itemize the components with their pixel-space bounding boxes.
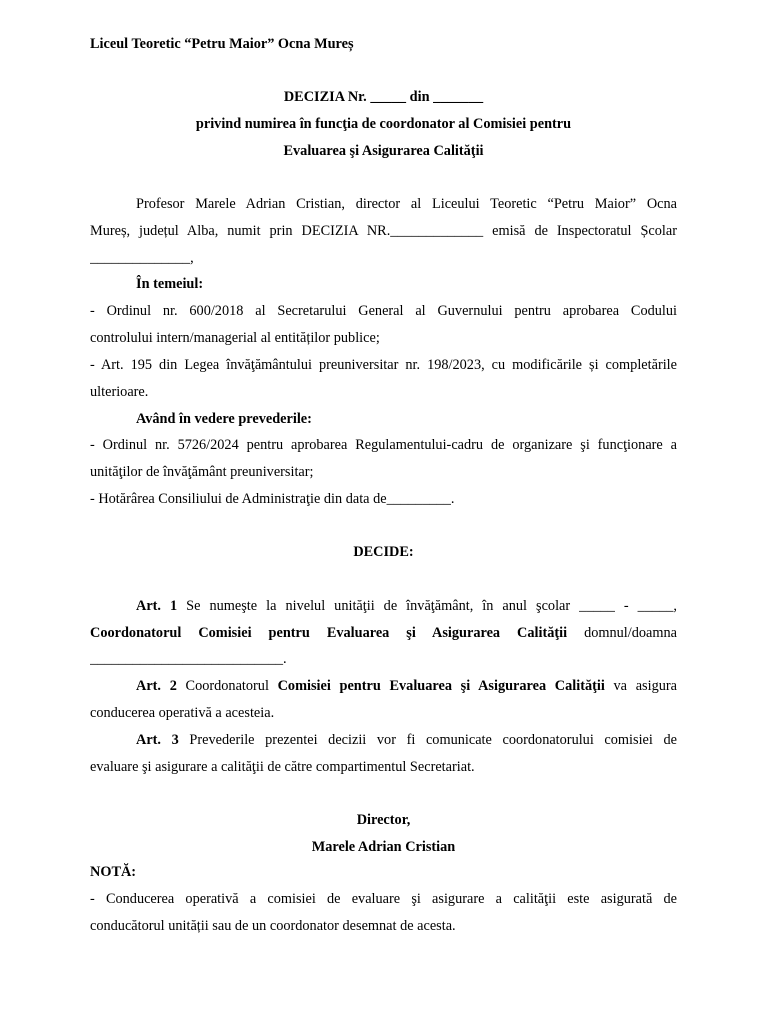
school-header: Liceul Teoretic “Petru Maior” Ocna Mureș <box>90 36 354 52</box>
temei-item-1-line-1: - Ordinul nr. 600/2018 al Secretarului General al Guvernului pentru aprobarea Codului <box>90 303 677 319</box>
note-heading: NOTĂ: <box>90 864 137 880</box>
decision-subtitle-line1: privind numirea în funcţia de coordonator al Comisiei pentru <box>195 116 572 132</box>
art3-label: Art. 3 <box>136 732 179 748</box>
intro-line-1: Profesor Marele Adrian Cristian, director al Liceului Teoretic “Petru Maior” Ocna <box>136 196 677 212</box>
art2-line-1 <box>90 673 677 700</box>
note-line-2: conducătorul unității sau de un coordonator desemnat de acesta. <box>90 918 456 934</box>
art3-line-1 <box>90 727 677 754</box>
art1-label: Art. 1 <box>136 598 178 614</box>
signature-role: Director, <box>356 812 411 828</box>
art3-line-2: evaluare şi asigurare a calităţii de către compartimentul Secretariat. <box>90 759 475 775</box>
temei-item-2-line-2: ulterioare. <box>90 384 149 400</box>
temei-item-1-line-2: controlului intern/managerial al entităților publice; <box>90 330 380 346</box>
note-line-1: - Conducerea operativă a comisiei de evaluare şi asigurare a calităţii este asigurată de <box>90 891 677 907</box>
prevederi-item-1-line-1: - Ordinul nr. 5726/2024 pentru aprobarea Regulamentului-cadru de organizare şi funcţionare a <box>90 437 677 453</box>
prevederi-item-2: - Hotărârea Consiliului de Administraţie din data de_________. <box>90 491 455 507</box>
art2-text-before: Coordonatorul <box>176 678 278 694</box>
temei-item-2-line-1: - Art. 195 din Legea învăţământului preuniversitar nr. 198/2023, cu modificările și completările <box>90 357 677 373</box>
art3-text: Prevederile prezentei decizii vor fi comunicate coordonatorului comisiei de <box>178 732 677 748</box>
intro-line-3: ______________, <box>90 250 194 266</box>
signature-name: Marele Adrian Cristian <box>311 839 456 855</box>
art1-line-1 <box>90 593 677 620</box>
art2-line-2: conducerea operativă a acesteia. <box>90 705 275 721</box>
decision-title: DECIZIA Nr. _____ din _______ <box>283 89 484 105</box>
art2-text-after: va asigura <box>604 678 677 694</box>
prevederi-item-1-line-2: unităţilor de învăţământ preuniversitar; <box>90 464 314 480</box>
temei-heading: În temeiul: <box>136 276 204 292</box>
art1-line-2 <box>90 620 677 647</box>
art2-commission-name: Comisiei pentru Evaluarea şi Asigurarea Calităţii <box>277 678 605 694</box>
art1-commission-name: Coordonatorul Comisiei pentru Evaluarea şi Asigurarea Calităţii <box>90 625 568 641</box>
art1-text-2: domnul/doamna <box>567 625 677 641</box>
art1-text: Se numeşte la nivelul unităţii de învăţământ, în anul şcolar _____ - _____, <box>177 598 677 614</box>
intro-line-2: Mureș, județul Alba, numit prin DECIZIA NR._____________ emisă de Inspectoratul Școlar <box>90 223 677 239</box>
art1-line-3: ___________________________. <box>90 651 287 667</box>
decision-subtitle-line2: Evaluarea şi Asigurarea Calităţii <box>283 143 484 159</box>
art2-label: Art. 2 <box>136 678 177 694</box>
prevederi-heading: Având în vedere prevederile: <box>136 411 312 427</box>
decide-heading: DECIDE: <box>353 544 414 560</box>
